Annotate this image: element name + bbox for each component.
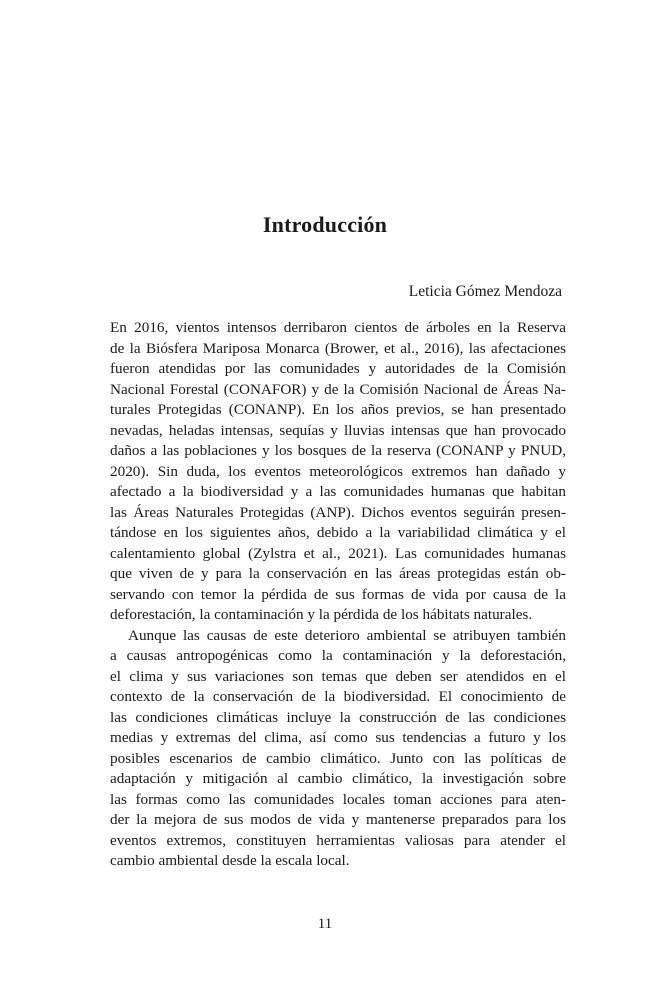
paragraph-line: eventos extremos, constituyen herramientas valiosas para atender el [110,831,566,849]
paragraph-line: posibles escenarios de cambio climático. Junto con las políticas de [110,749,566,767]
paragraph-line: el clima y sus variaciones son temas que deben ser atendidos en el [110,667,566,685]
paragraph-line: tándose en los siguientes años, debido a la variabilidad climática y el [110,524,566,541]
paragraph-line: adaptación y mitigación al cambio climático, la investigación sobre [110,770,566,787]
paragraph-line: que viven de y para la conservación en las áreas protegidas están ob- [110,565,566,582]
paragraph-line: nevadas, heladas intensas, sequías y lluvias intensas que han provocado [110,421,566,439]
paragraph-line: daños a las poblaciones y los bosques de la reserva (CONANP y PNUD, [110,442,566,459]
paragraph-line: servando con temor la pérdida de sus formas de vida por causa de la [110,585,566,603]
paragraph-line: afectado a la biodiversidad y a las comunidades humanas que habitan [110,483,566,500]
chapter-title: Introducción [262,212,388,237]
page-number: 11 [317,916,333,932]
paragraph-line: calentamiento global (Zylstra et al., 2021). Las comunidades humanas [110,544,566,562]
paragraph-line: turales Protegidas (CONANP). En los años previos, se han presentado [110,401,566,418]
paragraph-line: cambio ambiental desde la escala local. [110,852,350,869]
paragraph-line: medias y extremas del clima, así como sus tendencias a futuro y los [110,729,566,746]
paragraph-line: las formas como las comunidades locales toman acciones para aten- [110,790,566,808]
paragraph-line: las condiciones climáticas incluye la construcción de las condiciones [110,708,566,726]
paragraph-line: Nacional Forestal (CONAFOR) y de la Comisión Nacional de Áreas Na- [110,380,566,398]
paragraph-line: deforestación, la contaminación y la pérdida de los hábitats naturales. [110,606,533,623]
paragraph-line: de la Biósfera Mariposa Monarca (Brower, et al., 2016), las afectaciones [110,339,566,357]
chapter-body [110,318,566,872]
paragraph-line: En 2016, vientos intensos derribaron cientos de árboles en la Reserva [110,319,566,336]
paragraph-line: der la mejora de sus modos de vida y mantenerse preparados para los [110,811,566,828]
paragraph-line: contexto de la conservación de la biodiversidad. El conocimiento de [110,688,566,705]
paragraph-line: a causas antropogénicas como la contaminación y la deforestación, [110,647,566,664]
paragraph-line: fueron atendidas por las comunidades y autoridades de la Comisión [110,360,566,377]
paragraph-line: las Áreas Naturales Protegidas (ANP). Dichos eventos seguirán presen- [110,503,566,521]
paragraph-line: Aunque las causas de este deterioro ambiental se atribuyen también [128,626,566,644]
paragraph-line: 2020). Sin duda, los eventos meteorológicos extremos han dañado y [110,462,566,480]
chapter-author: Leticia Gómez Mendoza [408,283,562,300]
